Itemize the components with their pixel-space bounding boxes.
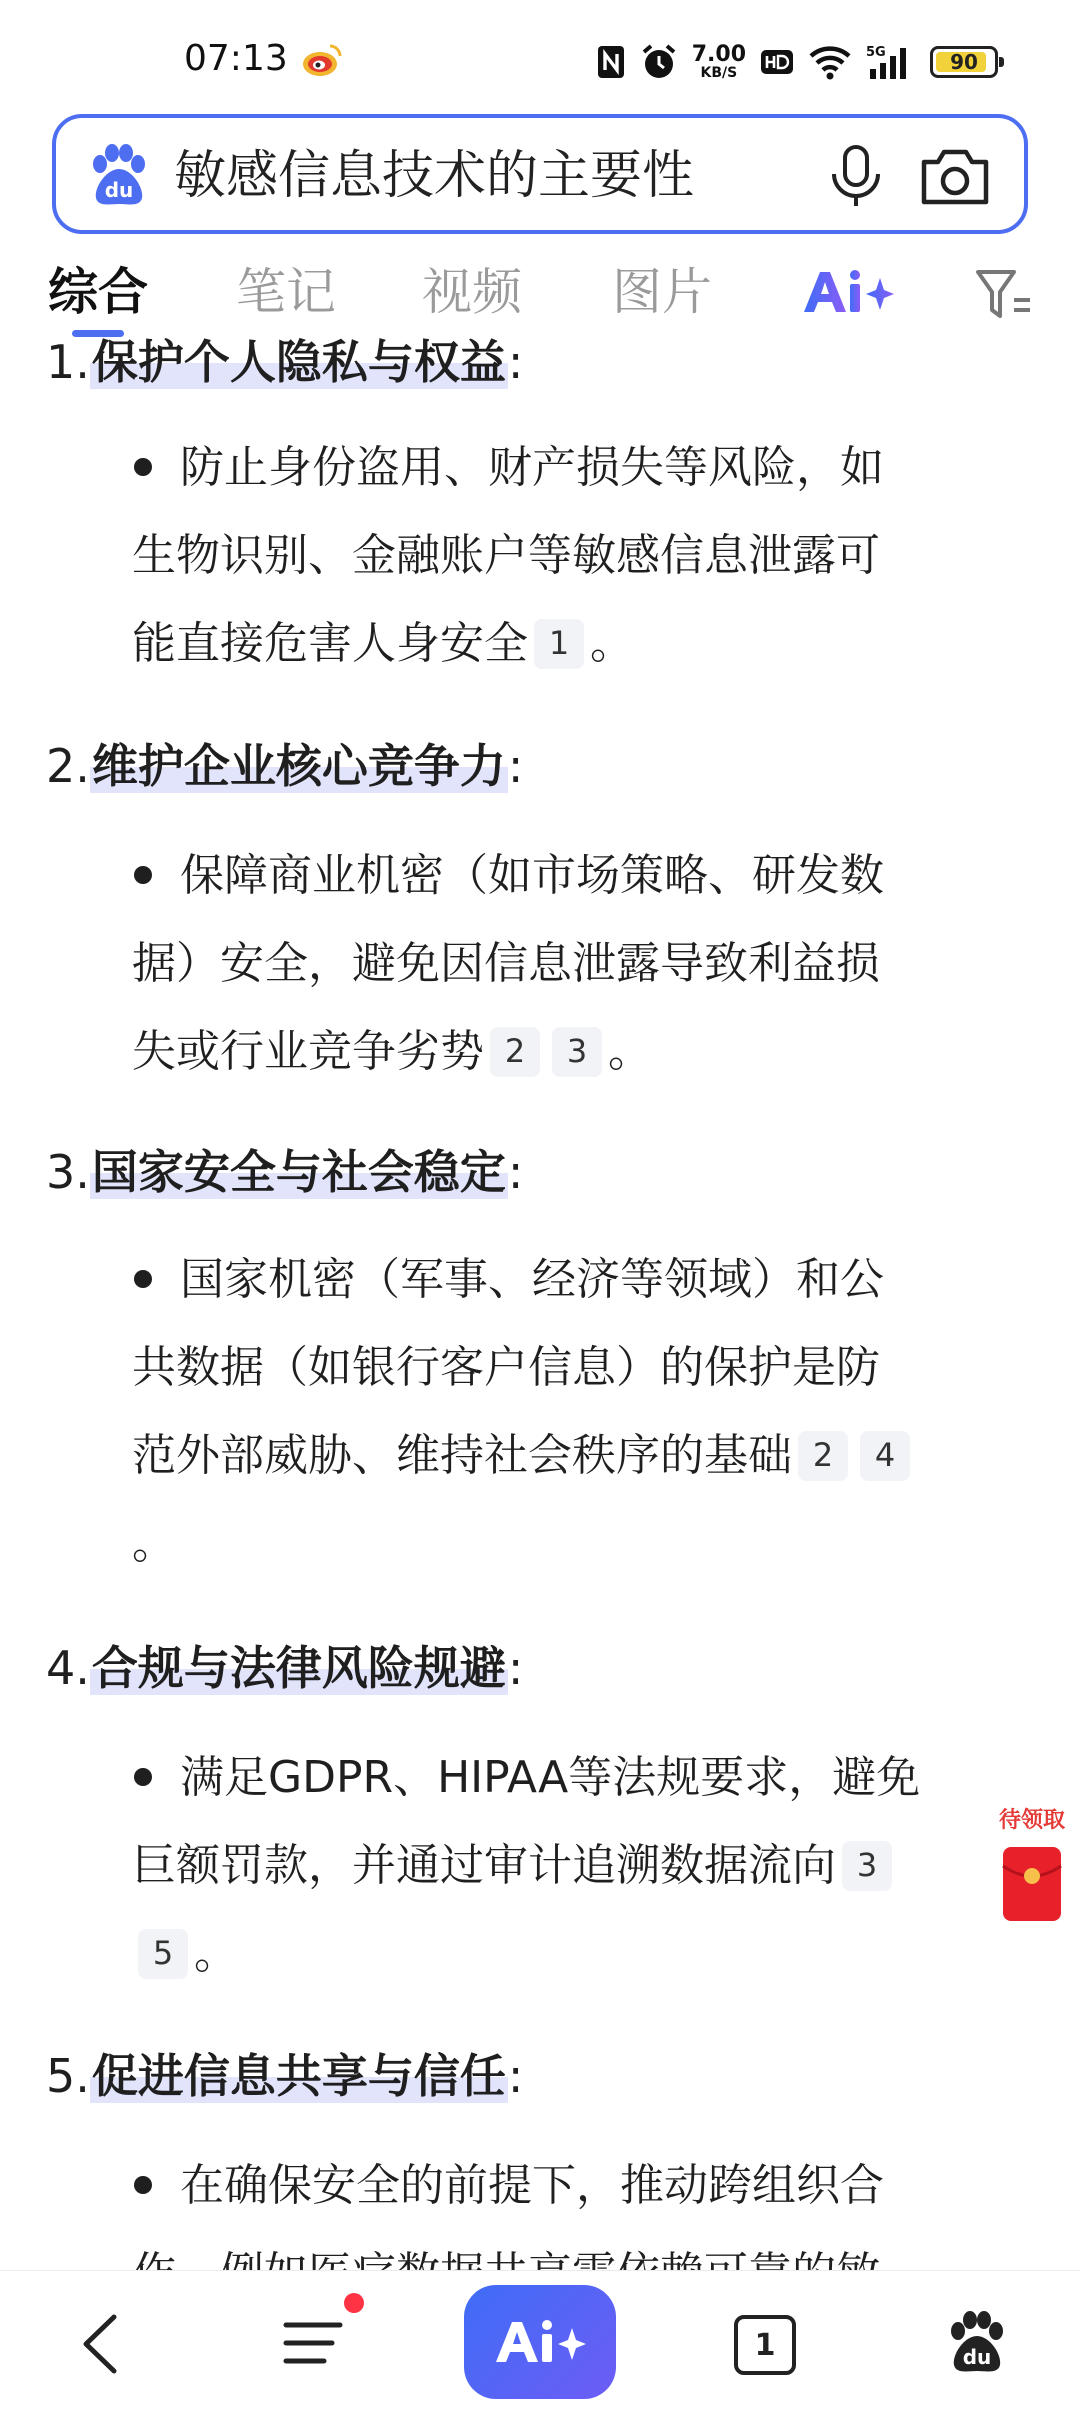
citation-badge[interactable]: 1 [534,619,584,669]
pending-claim-label: 待领取 [998,1808,1065,1833]
section-title: 促进信息共享与信任 [91,2049,506,2103]
citation-badge[interactable]: 5 [138,1929,188,1979]
baidu-home-icon[interactable] [944,2309,1008,2375]
tab-count-icon[interactable] [734,2315,796,2375]
svg-text:du: du [104,178,134,202]
tab-notes[interactable]: 笔记 [236,263,336,321]
status-icons [596,40,998,84]
status-time: 07:13 [184,38,288,79]
citation-badge[interactable]: 2 [490,1027,540,1077]
microphone-icon[interactable] [826,144,886,210]
camera-icon[interactable] [918,144,992,208]
filter-icon[interactable] [974,266,1034,322]
notification-dot [344,2293,364,2313]
tab-count: 1 [754,2327,776,2363]
bullet-text: 防止身份盗用、财产损失等风险，如 生物识别、金融账户等敏感信息泄露可 能直接危害人身安全 1 。 [132,442,884,669]
5g-signal-icon [866,42,916,82]
net-speed [692,44,746,80]
svg-text:du: du [962,2345,992,2369]
section-heading: 3.国家安全与社会稳定: [46,1145,524,1199]
baidu-paw-icon [86,142,150,208]
net-speed-unit: KB/S [700,65,738,81]
back-icon[interactable] [78,2311,122,2377]
section-title: 保护个人隐私与权益 [91,335,506,389]
section-title: 国家安全与社会稳定 [91,1145,506,1199]
tab-video[interactable]: 视频 [422,263,522,321]
answer-content [0,330,1080,2270]
battery-text: 90 [950,50,978,74]
nfc-icon [596,42,626,82]
ai-tab-icon[interactable] [800,266,896,318]
bullet-text: 在确保安全的前提下，推动跨组织合 [180,2160,884,2211]
status-bar [0,0,1080,110]
citation-badge[interactable]: 4 [860,1431,910,1481]
red-envelope-icon[interactable] [1002,1846,1062,1922]
section-heading: 2.维护企业核心竞争力: [46,739,524,793]
ai-assistant-button[interactable] [464,2285,616,2399]
svg-text:5G: 5G [866,45,886,60]
battery-icon [930,46,998,78]
menu-icon[interactable] [278,2311,348,2375]
wifi-icon [808,42,852,82]
tab-images[interactable]: 图片 [612,263,712,321]
search-input[interactable]: 敏感信息技术的主要性 [174,146,695,206]
section-heading: 5.促进信息共享与信任: [46,2049,524,2103]
citation-badge[interactable]: 2 [798,1431,848,1481]
search-bar[interactable] [52,114,1028,234]
search-tabs [0,250,1080,340]
net-speed-value: 7.00 [691,42,746,67]
alarm-icon [640,42,678,82]
section-title: 维护企业核心竞争力 [91,739,506,793]
ai-icon [492,2316,588,2368]
bullet-text: 国家机密（军事、经济等领域）和公 共数据（如银行客户信息）的保护是防 范外部威胁、维持社会秩序的基础 2 4 。 [132,1236,1012,1588]
citation-badge[interactable]: 3 [842,1841,892,1891]
citation-badge[interactable]: 3 [552,1027,602,1077]
tab-comprehensive[interactable]: 综合 [48,263,148,321]
weibo-icon [302,42,342,78]
section-title: 合规与法律风险规避 [91,1641,506,1695]
hd-icon [760,42,794,82]
section-heading: 1.保护个人隐私与权益: [46,335,524,389]
bottom-nav [0,2270,1080,2412]
red-envelope-widget[interactable] [992,1806,1072,1924]
bullet-text: 保障商业机密（如市场策略、研发数 据）安全，避免因信息泄露导致利益损 失或行业竞争劣势 2 3 。 [132,850,884,1077]
section-heading: 4.合规与法律风险规避: [46,1641,524,1695]
bullet-text: 满足GDPR、HIPAA等法规要求，避免 巨额罚款，并通过审计追溯数据流向 3 5 。 [132,1752,921,1979]
